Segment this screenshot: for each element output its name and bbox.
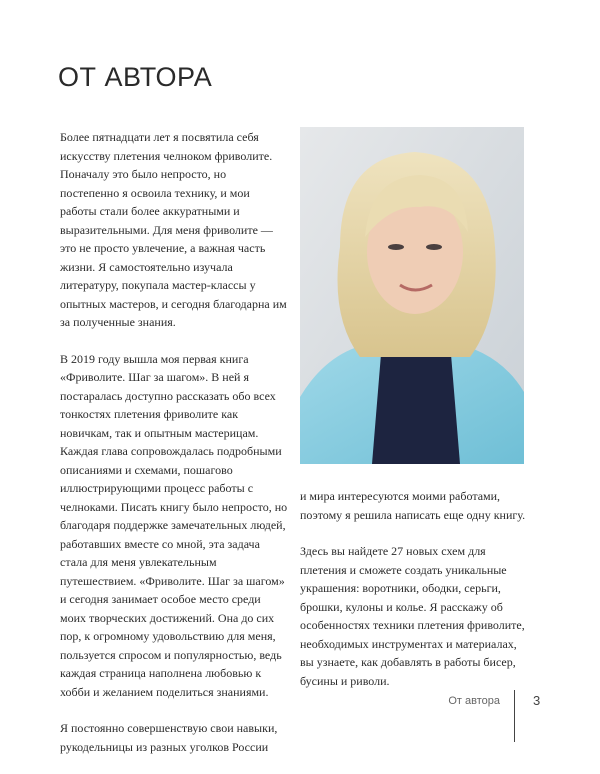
paragraph-intro: Более пятнадцати лет я посвятила себя искусству плетения челноком фриволите. Поначалу это было непросто, но постепенно я освоила технику, и мои работы стали более аккуратными и выразительными. Для меня фриволите — это не просто увлечение, а важная часть жизни. Я самостоятельно изучала литературу, покупала мастер-классы у опытных мастеров, и сегодня благодарна им за полученные знания. xyxy=(60,130,287,329)
paragraph-first-book: В 2019 году вышла моя первая книга «Фриволите. Шаг за шагом». В ней я постаралась доступно рассказать обо всех тонкостях плетения фриволите как новичкам, так и опытным мастерицам. Каждая глава сопровождалась подробными описаниями и схемами, пошагово иллюстрирующими процесс работы с челноками. Писать книгу было непросто, но благодаря поддержке замечательных людей, работавших вместе со мной, эта задача стала для меня увлекательным путешествием. «Фриволите. Шаг за шагом» и сегодня занимает особое место среди моих творческих достижений. Она до сих пор, к огромному удовольствию для меня, пользуется спросом и популярностью, ведь каждая страница наполнена любовью к хобби и желанием поделиться знаниями. xyxy=(60,351,288,699)
page-title: ОТ АВТОРА xyxy=(58,62,213,92)
author-photo xyxy=(300,127,524,464)
page-number: 3 xyxy=(533,693,541,708)
left-column xyxy=(60,128,288,774)
paragraph-new-book: Здесь вы найдете 27 новых схем для плетения и сможете создать уникальные украшения: воротники, ободки, серьги, брошки, кулоны и колье. Я расскажу об особенностях техники плетения фриволите, необходимых инструментах и материалах, вы узнаете, как добавлять в работы бисер, бусины и риволи. xyxy=(300,544,525,688)
paragraph-improvement: Я постоянно совершенствую свои навыки, рукодельницы из разных уголков России xyxy=(60,721,278,754)
footer-section-label: От автора xyxy=(448,695,500,707)
right-column xyxy=(300,487,528,708)
paragraph-continuation: и мира интересуются моими работами, поэтому я решила написать еще одну книгу. xyxy=(300,489,526,522)
footer-divider xyxy=(514,690,515,742)
